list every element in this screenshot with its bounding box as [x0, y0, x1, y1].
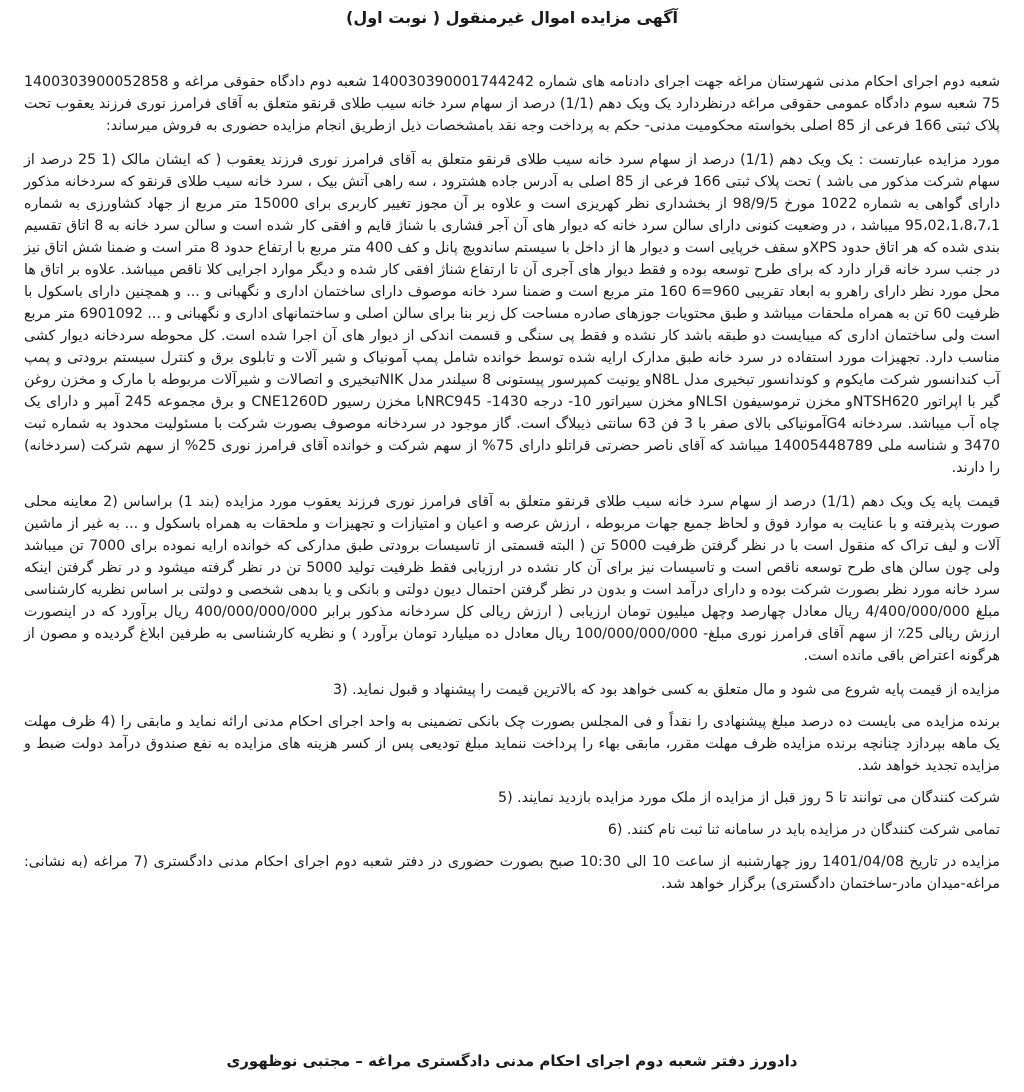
notice-title: آگهی مزایده اموال غیرمنقول ( نوبت اول) — [346, 8, 678, 27]
notice-item-2: قیمت پایه یک ویک دهم (1/1) درصد از سهام سرد خانه سیب طلای قرنقو متعلق به آقای فرامرز نوری فرزند یعقوب مورد مزایده (بند 1) براساس (2 معاینه محلی صورت پذیرفته و با عنایت به موارد فوق و لحاظ جمیع جهات مربوطه ، ارزش عرصه و اعیان و امتیازات و تجهیزات و ملحقات به همراه باسکول و ... به غیر از ماشین آلات و لیف تراک که منقول است با در نظر گرفتن ظرفیت 5000 تن ( البته قسمتی از تاسیسات برودتی طبق مدارکی که خوانده ارایه نموده برای 7000 تن میباشد ولی چون سالن های طرح توسعه ناقص است و تاسیسات نیز برای آن کار نشده در ارزیابی فقط ظرفیت تولید 5000 تن در نظر گرفته میشود و در نظر گرفتن اینکه سرد خانه مورد نظر بصورت شرکت بوده و دارای درآمد است و بدون در نظر گرفتن احتمال دیون دولتی و بانکی و یا بدهی شخصی و دولتی بر اساس نظریه کارشناسی مبلغ 4/400/000/000 ریال معادل چهارصد وچهل میلیون تومان ارزیابی ( ارزش ریالی کل سردخانه مذکور برابر 400/000/000/000 ریال برآورد که در اینصورت ارزش ریالی 25٪ از سهم آقای فرامرز نوری مبلغ- 100/000/000/000 ریال معادل ده میلیارد تومان برآورد ) و نظریه کارشناسی به طرفین ابلاغ گردیده و مصون از هرگونه اعتراض باقی مانده است. — [24, 494, 1001, 664]
notice-item-3: مزایده از قیمت پایه شروع می شود و مال متعلق به کسی خواهد بود که بالاترین قیمت را پیشنهاد و قبول نماید. (3 — [333, 682, 1000, 698]
notice-item-6: تمامی شرکت کنندگان در مزایده باید در سامانه ثنا ثبت نام کنند. (6 — [607, 822, 1000, 838]
notice-intro: شعبه دوم اجرای احکام مدنی شهرستان مراغه جهت اجرای دادنامه های شماره 14003039000174424​2 شعبه دوم دادگاه حقوقی مراغه و 1400303900052858​75 شعبه سوم دادگاه عمومی حقوقی مراغه درنظردارد یک ویک دهم (1/1) درصد از سهام سرد خانه سیب طلای قرنقو متعلق به آقای فرامرز نوری فرزند یعقوب تحت پلاک ثبتی 166 فرعی از 85 اصلی بخواسته محکومیت مدنی- حکم به پرداخت وجه نقد بامشخصات ذیل ازطریق انجام مزایده حضوری به فروش میرساند: — [24, 74, 1001, 134]
notice-signature: دادورز دفتر شعبه دوم اجرای احکام مدنی دادگستری مراغه – مجتبی نوظهوری — [226, 1052, 798, 1070]
notice-item-7: مزایده در تاریخ 1401/04/08 روز چهارشنبه از ساعت 10 الی 10:30 صبح بصورت حضوری در دفتر شعبه دوم اجرای احکام مدنی دادگستری (7 مراغه (به نشانی: مراغه-میدان مادر-ساختمان دادگستری) برگزار خواهد شد. — [24, 854, 1000, 892]
notice-item-1: مورد مزایده عبارتست : یک ویک دهم (1/1) درصد از سهام سرد خانه سیب طلای قرنقو متعلق به آقای فرامرز نوری فرزند یعقوب ( که ایشان مالک (1 25 درصد از سهام شرکت مذکور می باشد ) تحت پلاک ثبتی 166 فرعی از 85 اصلی به آدرس جاده هشترود ، سه راهی آتش بیک ، سرد خانه سیب طلای قرنقو که سردخانه مذکور دارای گواهی به شماره 1022 مورخ 98/9/5 از بخشداری نظر کهریزی است و علاوه بر آن مجوز تغییر کاربری برای 15000 متر مربع از جهاد کشاورزی به شماره 95،02،1،8،7،1 میباشد ، در وضعیت کنونی دارای سالن سرد خانه که دیوار های آن آجر فشاری با شناژ قایم و افقی کار شده است و سالن سرد خانه به 8 اتاق تقسیم بندی شده که هر اتاق حدود XPSو سقف خرپایی است و دیوار ها از داخل با سیستم ساندویچ پانل و کف 400 متر مربع با ارتفاع حدود 8 متر است و ضمنا شش اتاق نیز در جنب سرد خانه قرار دارد که برای طرح توسعه بوده و فقط دیوار های آجری آن تا ارتفاع شناژ افقی کار شده و دیگر موارد اجرایی کلا ناقص میباشد. علاوه بر اتاق ها محل مورد نظر دارای راهرو به ابعاد تقریبی 960=6 160 متر مربع است و ضمنا سرد خانه موصوف دارای ساختمان اداری و نگهبانی و ... و همچنین دارای باسکول با ظرفیت 60 تن به همراه ملحقات میباشد و طبق محتویات جوزهای صادره مساحت کل زیر بنا برای سالن اصلی و ساختمانهای اداری و نگهبانی و ... 6901092 متر مربع است ولی ساختمان اداری که میبایست دو طبقه باشد کار نشده و فقط پی سنگی و قسمت اندکی از دیوار های آن اجرا شده است. کل محوطه سردخانه دیوار کشی مناسب دارد. تجهیزات مورد استفاده در سرد خانه طبق مدارک ارایه شده توسط خوانده شامل پمپ آمونیاک و شیر آلات و تابلوی برق و کنترل سیستم برودتی و پمپ آب کندانسور شرکت مایکوم و کوندانسور تبخیری مدل N8Lو یونیت کمپرسور پیستونی 8 سیلندر مدل NIKتبخیری و اتصالات و شیرآلات مربوطه با مارک و مخزن روغن گیر با اپراتور NTSH620و مخزن ترموسیفون NLSIو مخزن سیراتور 10- درجه 1430- NRC945با مخزن رسیور CNE1260D و برق مجموعه 245 آمپر و دارای یک چاه آب میباشد. سردخانه G4آمونیاکی بالای صفر با 3 فن 63 سانتی ذیبلاگ است. گاز موجود در سردخانه موصوف بصورت شرکت با مسئولیت محدود به شماره ثبت 3470 و شناسه ملی 14005448789 میباشد که آقای ناصر حضرتی قراتلو دارای 75% از سهم شرکت و خوانده آقای فرامرز نوری 25% از سهم شرکت (سردخانه) را دارند. — [24, 152, 1001, 476]
notice-item-4: برنده مزایده می بایست ده درصد مبلغ پیشنهادی را نقداً و فی المجلس بصورت چک بانکی تضمینی به واحد اجرای احکام مدنی ارائه نماید و مابقی را (4 ظرف مهلت یک ماهه بپردازد چنانچه برنده مزایده ظرف مهلت مقرر، مابقی بهاء را پرداخت ننماید مبلغ تودیعی پس از کسر هزینه های مزایده به نفع صندوق درآمد دولت ضبط و مزایده تجدید خواهد شد. — [24, 714, 1000, 774]
notice-item-5: شرکت کنندگان می توانند تا 5 روز قبل از مزایده از ملک مورد مزایده بازدید نمایند. (5 — [498, 790, 1000, 806]
